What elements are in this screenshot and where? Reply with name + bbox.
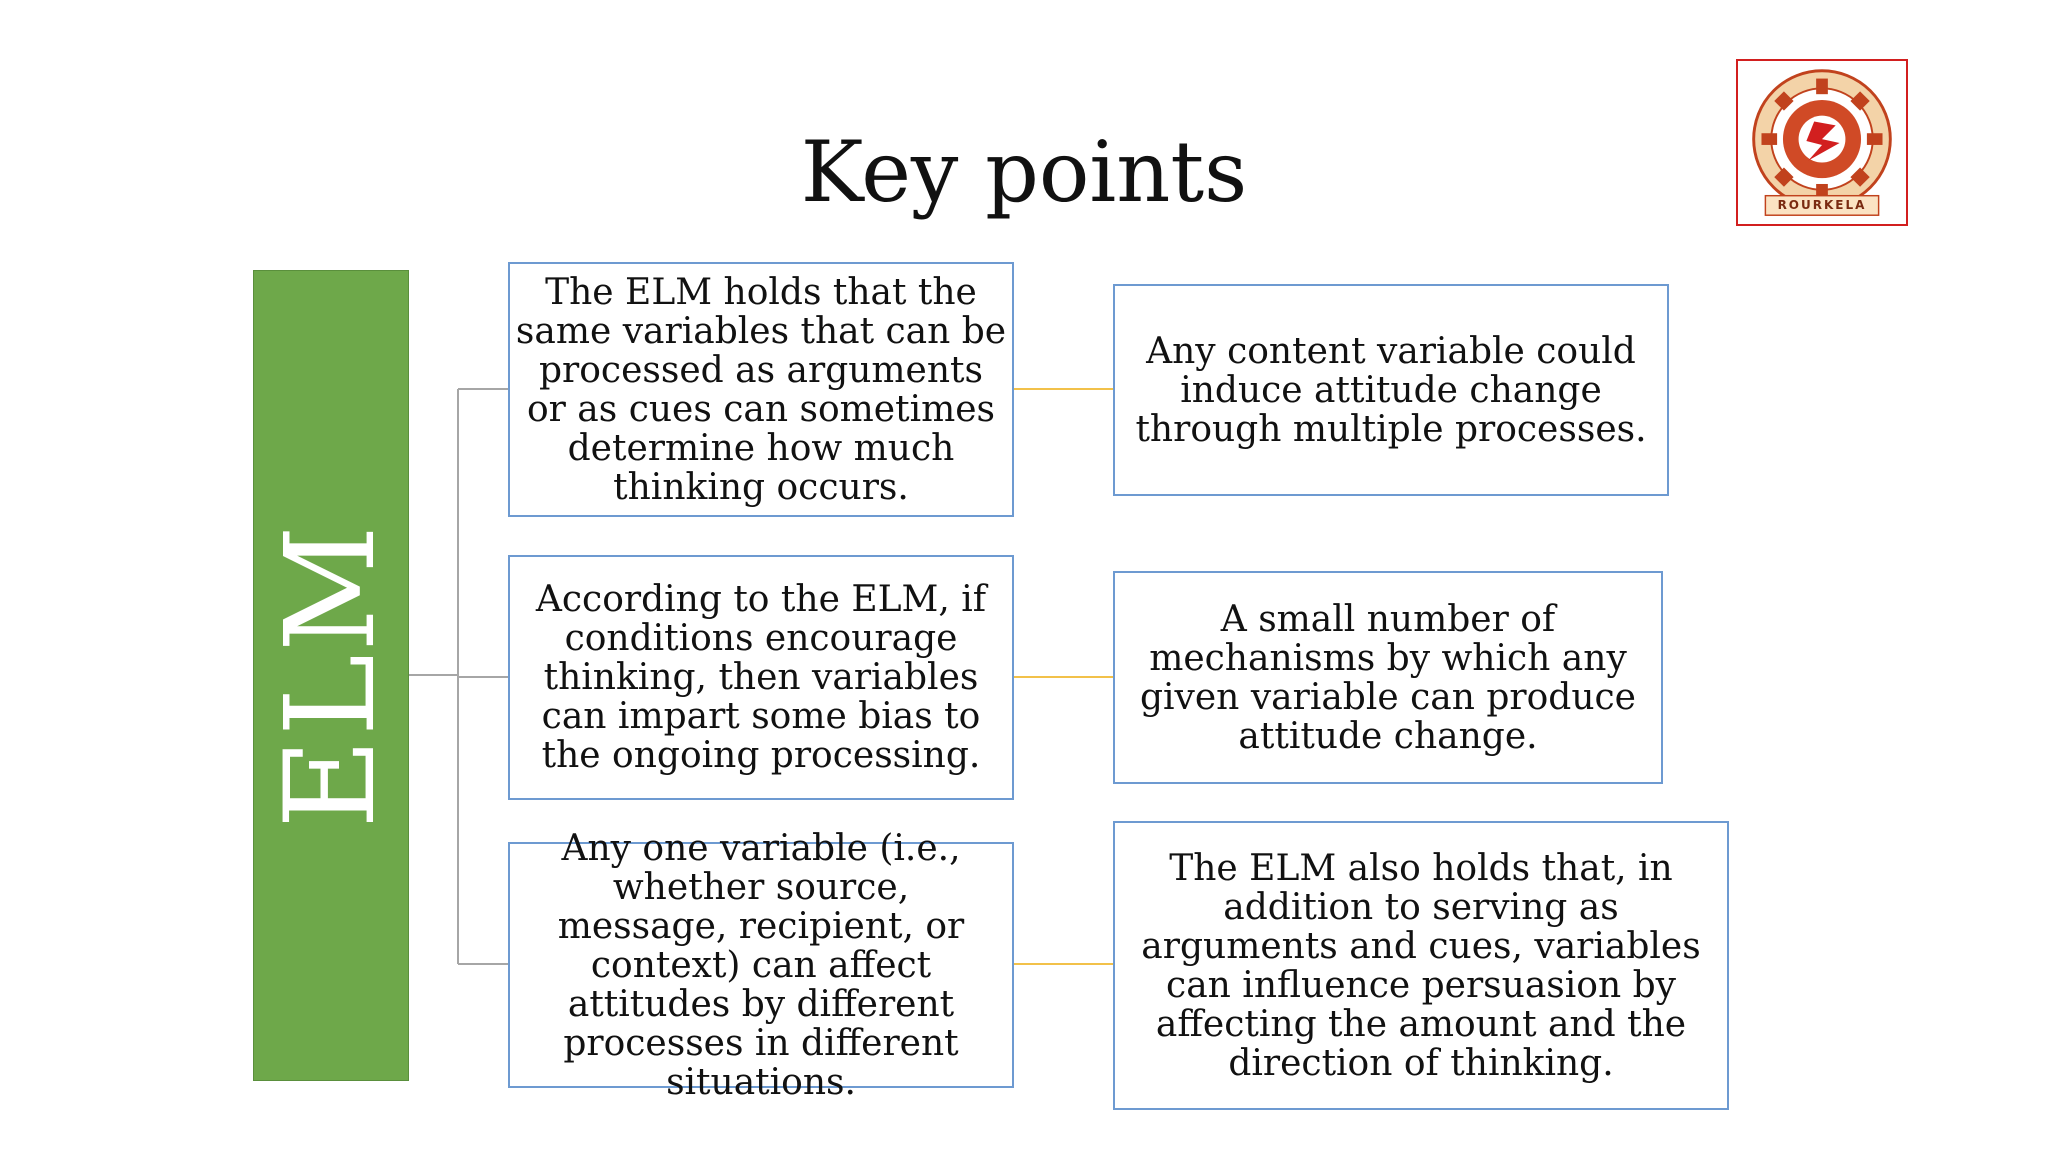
logo-banner-text: ROURKELA	[1777, 198, 1867, 212]
left-box-3	[508, 827, 1014, 1103]
right-box-1-text: Any content variable could induce attitude change through multiple processes.	[1135, 330, 1647, 450]
elm-root-label: ELM	[259, 522, 403, 829]
right-box-2	[1113, 571, 1663, 784]
institute-logo	[1736, 59, 1908, 226]
left-box-1	[508, 262, 1014, 517]
slide-title: Key points	[800, 123, 1248, 221]
right-box-3-text: The ELM also holds that, in addition to serving as arguments and cues, variables can influence persuasion by affecting the amount and the direction of thinking.	[1141, 847, 1701, 1084]
right-box-2-text: A small number of mechanisms by which any given variable can produce attitude change.	[1139, 598, 1636, 757]
left-box-3-text: Any one variable (i.e., whether source, message, recipient, or context) can affect attitudes by different processes in different situations.	[557, 827, 965, 1103]
left-box-2-text: According to the ELM, if conditions encourage thinking, then variables can impart some bias to the ongoing processing.	[535, 579, 987, 776]
right-box-1	[1113, 284, 1669, 496]
right-box-3	[1113, 821, 1729, 1110]
left-box-2	[508, 555, 1014, 800]
left-box-1-text: The ELM holds that the same variables that can be processed as arguments or as cues can sometimes determine how much thinking occurs.	[515, 271, 1007, 508]
elm-root-node	[253, 270, 409, 1081]
